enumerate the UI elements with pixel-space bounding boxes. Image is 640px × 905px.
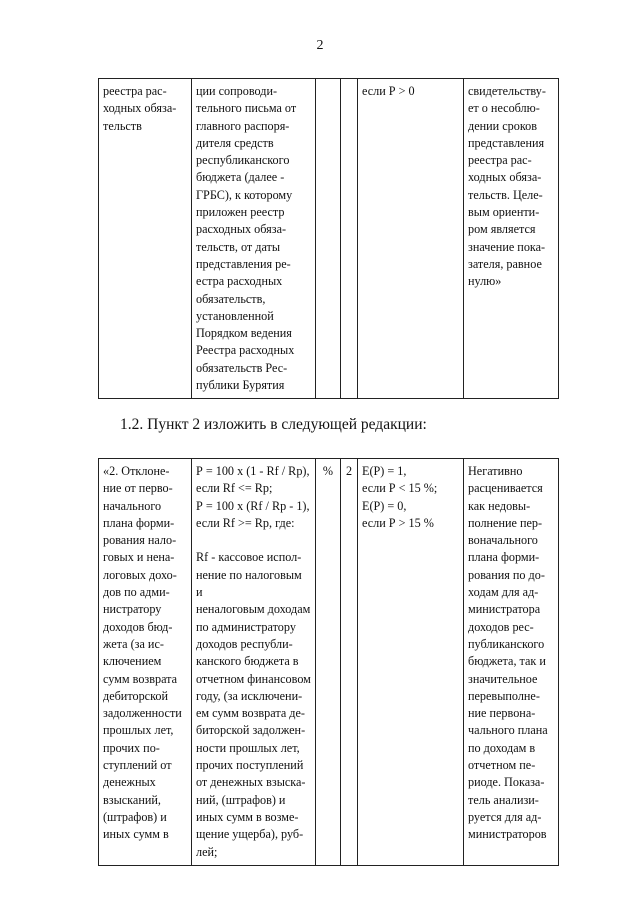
evaluation-cell: если Р > 0 bbox=[358, 79, 464, 399]
unit-cell bbox=[316, 79, 341, 399]
comment-cell: свидетельству- ет о несоблю- дении сроков представления реестра рас- ходных обяза- тельств. Целе- вым ориенти- ром является значение пока- зателя, равное нулю» bbox=[464, 79, 559, 399]
table-row bbox=[99, 79, 559, 399]
formula-cell: ции сопроводи- тельного письма от главного распоря- дителя средств республиканского бюджета (далее - ГРБС), к которому приложен реестр расходных обяза- тельств, от даты представления ре- естра расходных обязательств, установленной Порядком ведения Реестра расходных обязательств Рес- публики Бурятия bbox=[192, 79, 316, 399]
table-row bbox=[99, 459, 559, 866]
indicator-name-cell: «2. Отклоне- ние от перво- начального плана форми- рования нало- говых и нена- логовых дохо- дов по адми- нистратору доходов бюд- жета (за ис- ключением сумм возврата дебиторской задолженности прошлых лет, прочих по- ступлений от денежных взысканий, (штрафов) и иных сумм в bbox=[99, 459, 192, 866]
section-heading: 1.2. Пункт 2 изложить в следующей редакции: bbox=[120, 416, 427, 433]
page-number: 2 bbox=[316, 38, 324, 53]
criteria-table-item-2 bbox=[98, 458, 559, 866]
indicator-name-cell: реестра рас- ходных обяза- тельств bbox=[99, 79, 192, 399]
unit-cell: % bbox=[316, 459, 341, 866]
criteria-table-continuation bbox=[98, 78, 559, 399]
weight-cell: 2 bbox=[341, 459, 358, 866]
comment-cell: Негативно расценивается как недовы- полнение пер- воначального плана форми- рования по до- ходам для ад- министратора доходов рес- публиканского бюджета, так и значительное перевыполне- ние первона- чального плана по доходам в отчетном пе- риоде. Показа- тель анализи- руется для ад- министраторов bbox=[464, 459, 559, 866]
evaluation-cell: Е(Р) = 1, если Р < 15 %; Е(Р) = 0, если Р > 15 % bbox=[358, 459, 464, 866]
formula-cell: Р = 100 x (1 - Rf / Rp), если Rf <= Rp; Р = 100 x (Rf / Rp - 1), если Rf >= Rp, где: Rf - кассовое испол- нение по налоговым и неналоговым доходам по администратору доходов республи- канского бюджета в отчетном финансовом году, (за исключени- ем сумм возврата де- биторской задолжен- ности прошлых лет, прочих поступлений от денежных взыска- ний, (штрафов) и иных сумм в возме- щение ущерба), руб- лей; bbox=[192, 459, 316, 866]
weight-cell bbox=[341, 79, 358, 399]
